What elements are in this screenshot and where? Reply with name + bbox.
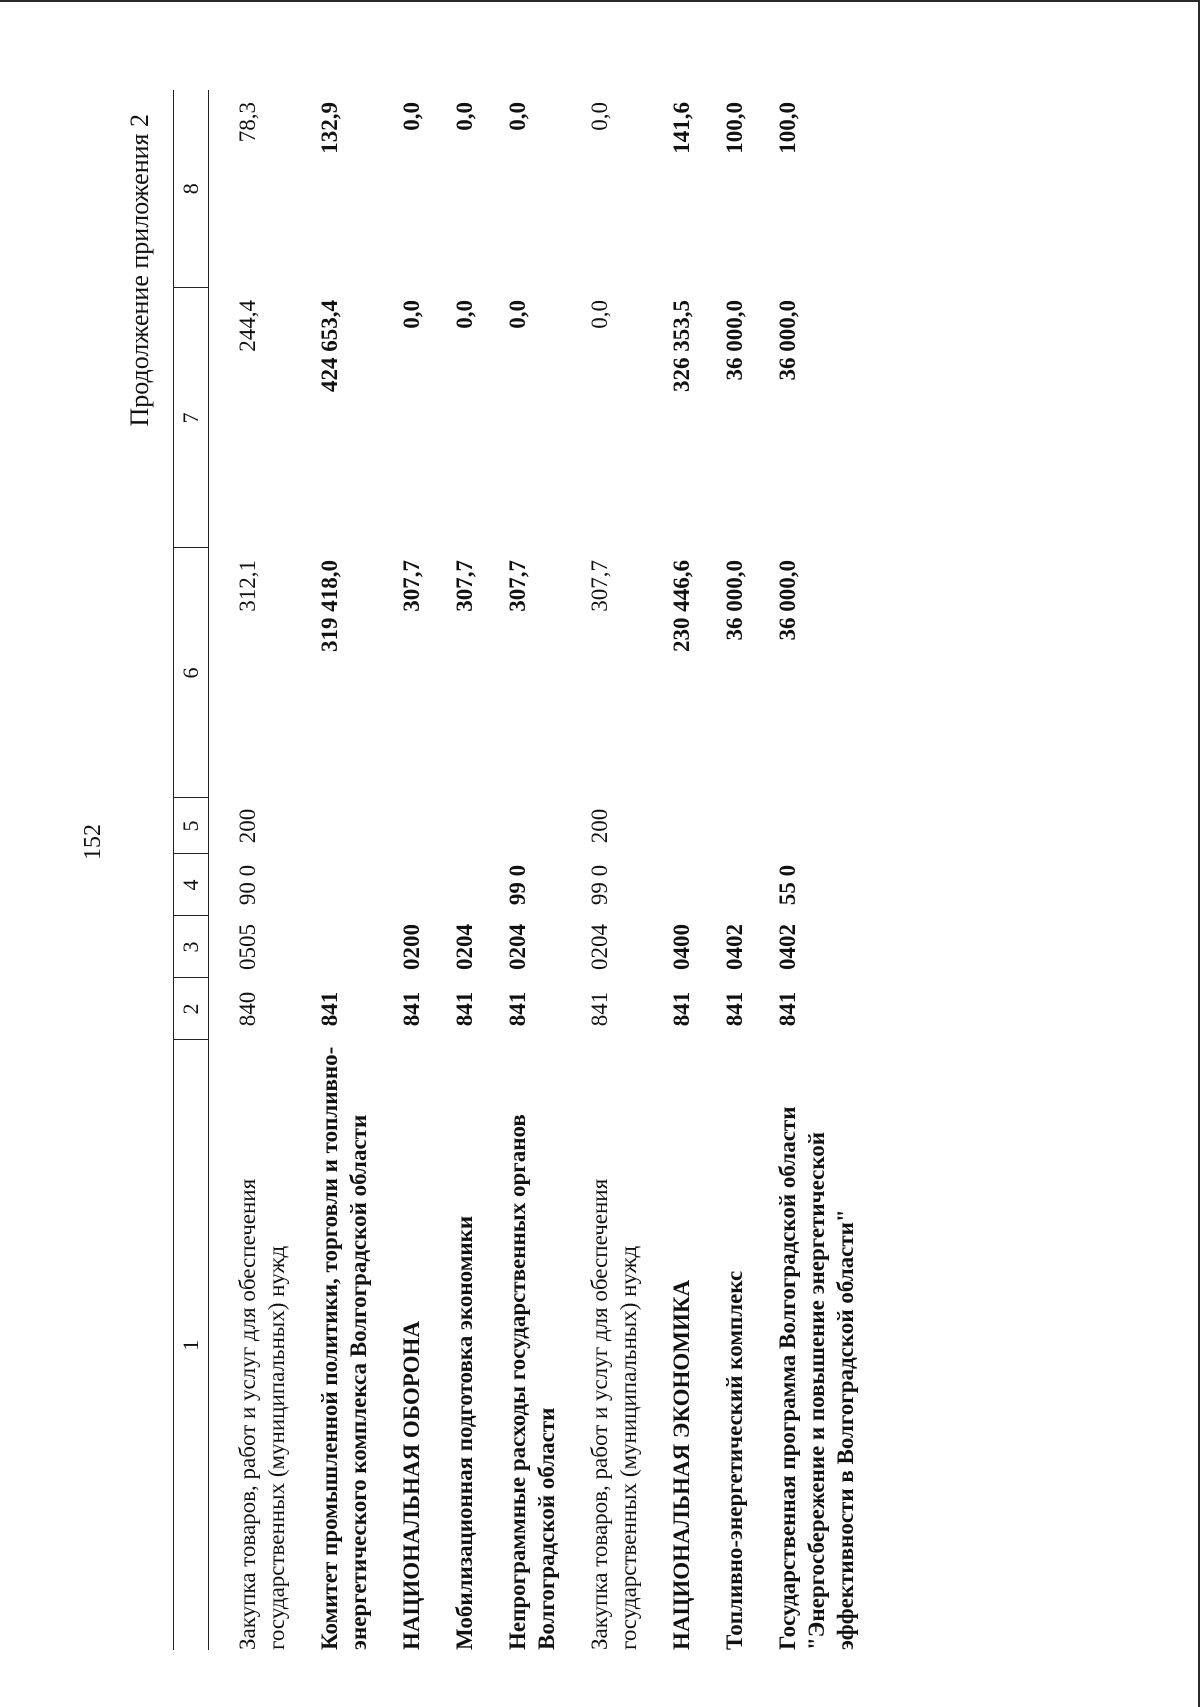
- cell-col-8: 141,6: [669, 102, 694, 154]
- cell-expense-type: 200: [587, 808, 612, 844]
- row-name: Закупка товаров, работ и услуг для обеспечения государственных (муниципальных) нужд: [587, 1178, 641, 1650]
- budget-table: [173, 90, 860, 1650]
- column-header-3: 3: [174, 916, 209, 978]
- cell-ministry-code: 841: [669, 991, 694, 1027]
- cell-col-6: 36 000,0: [722, 560, 747, 641]
- row-name: Закупка товаров, работ и услуг для обеспечения государственных (муниципальных) нужд: [235, 1178, 289, 1650]
- column-header-8: 8: [174, 90, 209, 288]
- cell-col-8: 78,3: [235, 102, 260, 143]
- cell-expense-type: [749, 798, 860, 854]
- cell-program-code: 55 0: [775, 864, 800, 906]
- cell-col-7: 0,0: [587, 300, 612, 329]
- row-name: Мобилизационная подготовка экономики: [452, 1215, 477, 1650]
- column-header-1: 1: [174, 1040, 209, 1650]
- table-body: [209, 90, 861, 1650]
- header-row: [174, 90, 209, 1650]
- cell-ministry-code: 841: [722, 991, 747, 1027]
- row-name: НАЦИОНАЛЬНАЯ ЭКОНОМИКА: [669, 1279, 694, 1650]
- continuation-title: Продолжение приложения 2: [125, 114, 154, 427]
- row-name: НАЦИОНАЛЬНАЯ ОБОРОНА: [399, 1320, 424, 1650]
- table-row: [209, 90, 292, 1650]
- cell-ministry-code: 841: [399, 991, 424, 1027]
- cell-ministry-code: 841: [505, 991, 530, 1027]
- table-row: [373, 90, 426, 1650]
- cell-program-code: 99 0: [587, 864, 612, 906]
- cell-section-code: 0204: [587, 924, 612, 970]
- column-header-2: 2: [174, 978, 209, 1040]
- cell-program-code: [291, 854, 373, 916]
- cell-col-7: 0,0: [399, 300, 424, 329]
- cell-program-code: [643, 854, 696, 916]
- column-header-4: 4: [174, 854, 209, 916]
- cell-col-8: 100,0: [722, 102, 747, 154]
- cell-section-code: 0204: [505, 924, 530, 970]
- cell-section-code: 0200: [399, 924, 424, 970]
- cell-col-8: 0,0: [587, 102, 612, 131]
- cell-ministry-code: 841: [317, 991, 342, 1027]
- cell-ministry-code: 841: [452, 991, 477, 1027]
- cell-ministry-code: 841: [775, 991, 800, 1027]
- table-row: [749, 90, 860, 1650]
- cell-program-code: 90 0: [235, 864, 260, 906]
- cell-col-6: 307,7: [505, 560, 530, 612]
- rotated-sheet: [125, 90, 1125, 1650]
- cell-col-7: 36 000,0: [722, 300, 747, 381]
- cell-expense-type: [643, 798, 696, 854]
- table-row: [426, 90, 479, 1650]
- table-row: [696, 90, 749, 1650]
- cell-program-code: [696, 854, 749, 916]
- column-header-6: 6: [174, 548, 209, 798]
- cell-program-code: 99 0: [505, 864, 530, 906]
- cell-expense-type: [373, 798, 426, 854]
- cell-expense-type: [426, 798, 479, 854]
- cell-section-code: 0204: [452, 924, 477, 970]
- cell-col-6: 230 446,6: [669, 560, 694, 652]
- cell-col-7: 244,4: [235, 300, 260, 352]
- cell-col-6: 36 000,0: [775, 560, 800, 641]
- cell-expense-type: [696, 798, 749, 854]
- cell-col-6: 319 418,0: [317, 560, 342, 652]
- cell-program-code: [426, 854, 479, 916]
- row-name: Непрограммные расходы государственных органов Волгоградской области: [505, 1114, 559, 1650]
- cell-section-code: 0400: [669, 924, 694, 970]
- row-name: Комитет промышленной политики, торговли и топливно-энергетического комплекса Волгоградской области: [317, 1046, 371, 1650]
- cell-section-code: 0505: [235, 924, 260, 970]
- cell-expense-type: [479, 798, 561, 854]
- page-number: 152: [80, 824, 106, 860]
- cell-expense-type: [291, 798, 373, 854]
- cell-col-7: 36 000,0: [775, 300, 800, 381]
- row-name: Государственная программа Волгоградской области "Энергосбережение и повышение энергетической эффективности в Волгоградской области": [775, 1106, 858, 1650]
- cell-col-6: 312,1: [235, 560, 260, 612]
- cell-section-code: 0402: [775, 924, 800, 970]
- cell-col-6: 307,7: [587, 560, 612, 612]
- table-row: [561, 90, 643, 1650]
- cell-col-8: 100,0: [775, 102, 800, 154]
- cell-col-8: 0,0: [452, 102, 477, 131]
- cell-ministry-code: 840: [235, 991, 260, 1027]
- cell-col-8: 132,9: [317, 102, 342, 154]
- cell-col-7: 0,0: [505, 300, 530, 329]
- cell-col-7: 326 353,5: [669, 300, 694, 392]
- cell-col-7: 0,0: [452, 300, 477, 329]
- cell-col-8: 0,0: [505, 102, 530, 131]
- cell-col-6: 307,7: [452, 560, 477, 612]
- column-header-5: 5: [174, 798, 209, 854]
- cell-col-7: 424 653,4: [317, 300, 342, 392]
- scan-border-top: [0, 0, 1200, 2]
- table-row: [643, 90, 696, 1650]
- cell-section-code: 0402: [722, 924, 747, 970]
- column-header-7: 7: [174, 288, 209, 548]
- cell-program-code: [373, 854, 426, 916]
- table-row: [479, 90, 561, 1650]
- cell-ministry-code: 841: [587, 991, 612, 1027]
- cell-col-6: 307,7: [399, 560, 424, 612]
- cell-expense-type: 200: [235, 808, 260, 844]
- row-name: Топливно-энергетический комплекс: [722, 1270, 747, 1650]
- cell-col-8: 0,0: [399, 102, 424, 131]
- table-row: [291, 90, 373, 1650]
- cell-section-code: [291, 916, 373, 978]
